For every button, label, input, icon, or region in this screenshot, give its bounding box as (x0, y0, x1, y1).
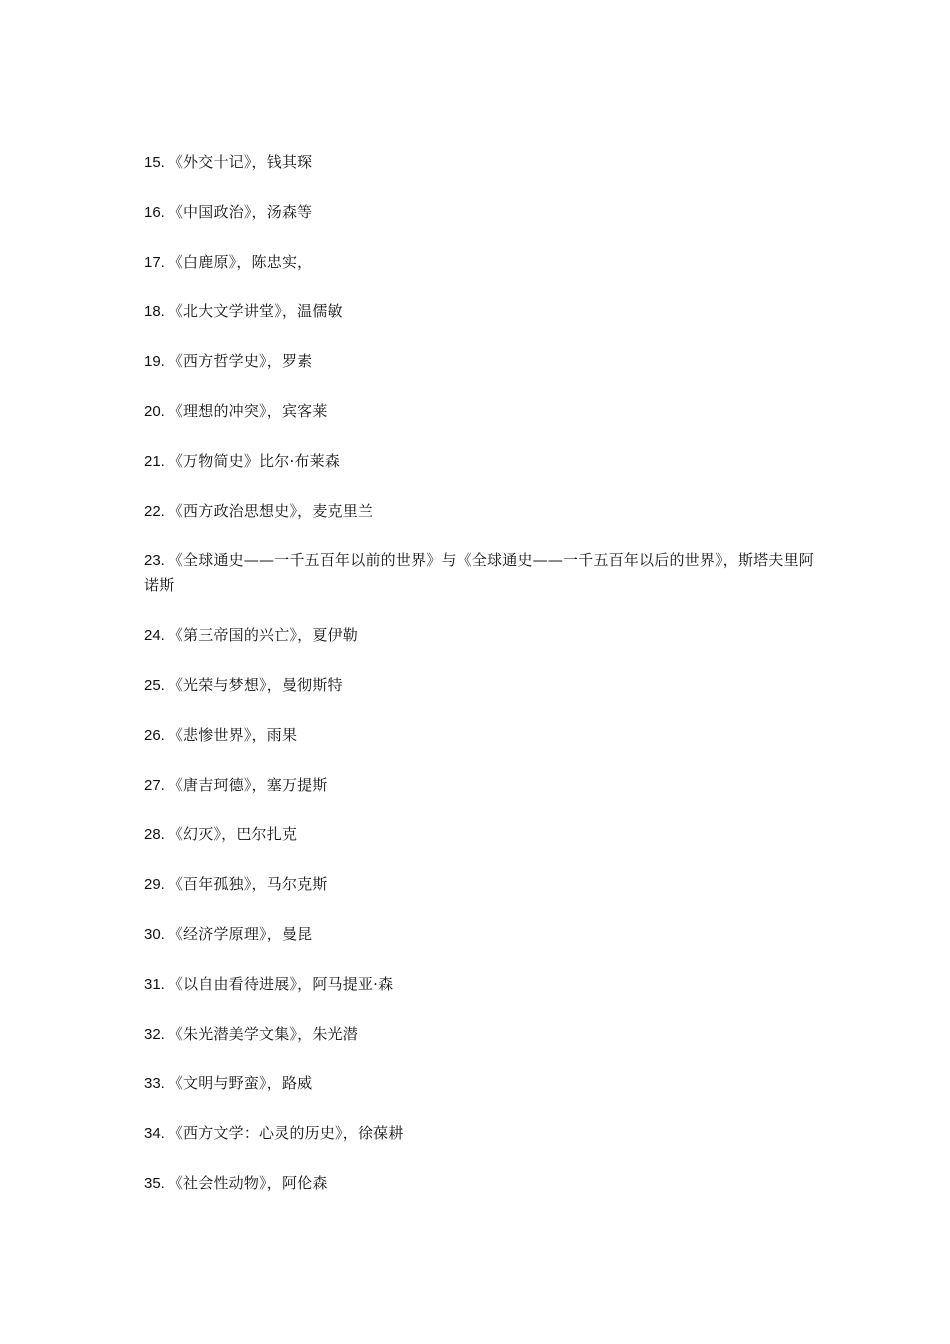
item-text: 《北大文学讲堂》，温儒敏 (167, 302, 343, 321)
item-number: 26. (144, 726, 165, 744)
list-item (144, 972, 814, 997)
item-number: 25. (144, 676, 165, 694)
item-number: 30. (144, 925, 165, 943)
item-text: 《光荣与梦想》，曼彻斯特 (167, 675, 343, 694)
item-text: 《西方文学：心灵的历史》，徐葆耕 (167, 1124, 404, 1143)
item-text: 《幻灭》，巴尔扎克 (167, 825, 298, 844)
list-item (144, 150, 814, 175)
item-text: 《第三帝国的兴亡》，夏伊勒 (167, 626, 358, 645)
list-item (144, 723, 814, 748)
item-number: 34. (144, 1125, 165, 1143)
item-text: 《以自由看待进展》，阿马提亚·森 (167, 974, 394, 993)
item-text: 《唐吉珂德》，塞万提斯 (167, 775, 328, 794)
item-text: 《朱光潜美学文集》，朱光潜 (167, 1024, 358, 1043)
list-item (144, 773, 814, 798)
item-text: 《经济学原理》，曼昆 (167, 924, 313, 943)
item-number: 20. (144, 402, 165, 420)
item-number: 21. (144, 452, 165, 470)
list-item (144, 1121, 814, 1146)
list-item (144, 399, 814, 424)
list-item (144, 449, 814, 474)
book-list (144, 150, 814, 1221)
item-number: 18. (144, 303, 165, 321)
item-text: 《全球通史——一千五百年以前的世界》与《全球通史——一千五百年以后的世界》，斯塔夫里阿诺斯 (144, 551, 814, 595)
list-item (144, 499, 814, 524)
list-item (144, 822, 814, 847)
item-number: 16. (144, 203, 165, 221)
list-item (144, 673, 814, 698)
item-text: 《万物简史》比尔·布莱森 (167, 451, 341, 470)
item-number: 17. (144, 253, 165, 271)
list-item (144, 349, 814, 374)
list-item (144, 299, 814, 324)
item-number: 15. (144, 154, 165, 171)
item-text: 《中国政治》，汤森等 (167, 202, 313, 221)
item-number: 32. (144, 1025, 165, 1043)
item-number: 35. (144, 1174, 165, 1192)
list-item (144, 250, 814, 275)
item-text: 《社会性动物》，阿伦森 (167, 1173, 328, 1192)
list-item (144, 922, 814, 947)
item-number: 28. (144, 826, 165, 844)
list-item (144, 1171, 814, 1196)
item-number: 24. (144, 627, 165, 645)
item-number: 33. (144, 1075, 165, 1093)
item-text: 《西方政治思想史》，麦克里兰 (167, 501, 374, 520)
list-item (144, 548, 814, 598)
item-text: 《白鹿原》，陈忠实， (167, 252, 313, 271)
list-item (144, 623, 814, 648)
item-number: 27. (144, 776, 165, 794)
item-text: 《理想的冲突》，宾客莱 (167, 401, 328, 420)
list-item (144, 1022, 814, 1047)
item-number: 23. (144, 552, 165, 570)
item-text: 《百年孤独》，马尔克斯 (167, 875, 328, 894)
list-item (144, 200, 814, 225)
item-number: 29. (144, 876, 165, 894)
item-number: 22. (144, 502, 165, 520)
item-text: 《外交十记》，钱其琛 (167, 153, 313, 171)
item-text: 《悲惨世界》，雨果 (167, 725, 298, 744)
item-text: 《文明与野蛮》，路威 (167, 1074, 313, 1093)
item-number: 31. (144, 975, 165, 993)
item-text: 《西方哲学史》，罗素 (167, 352, 313, 371)
list-item (144, 1071, 814, 1096)
list-item (144, 872, 814, 897)
item-number: 19. (144, 353, 165, 371)
